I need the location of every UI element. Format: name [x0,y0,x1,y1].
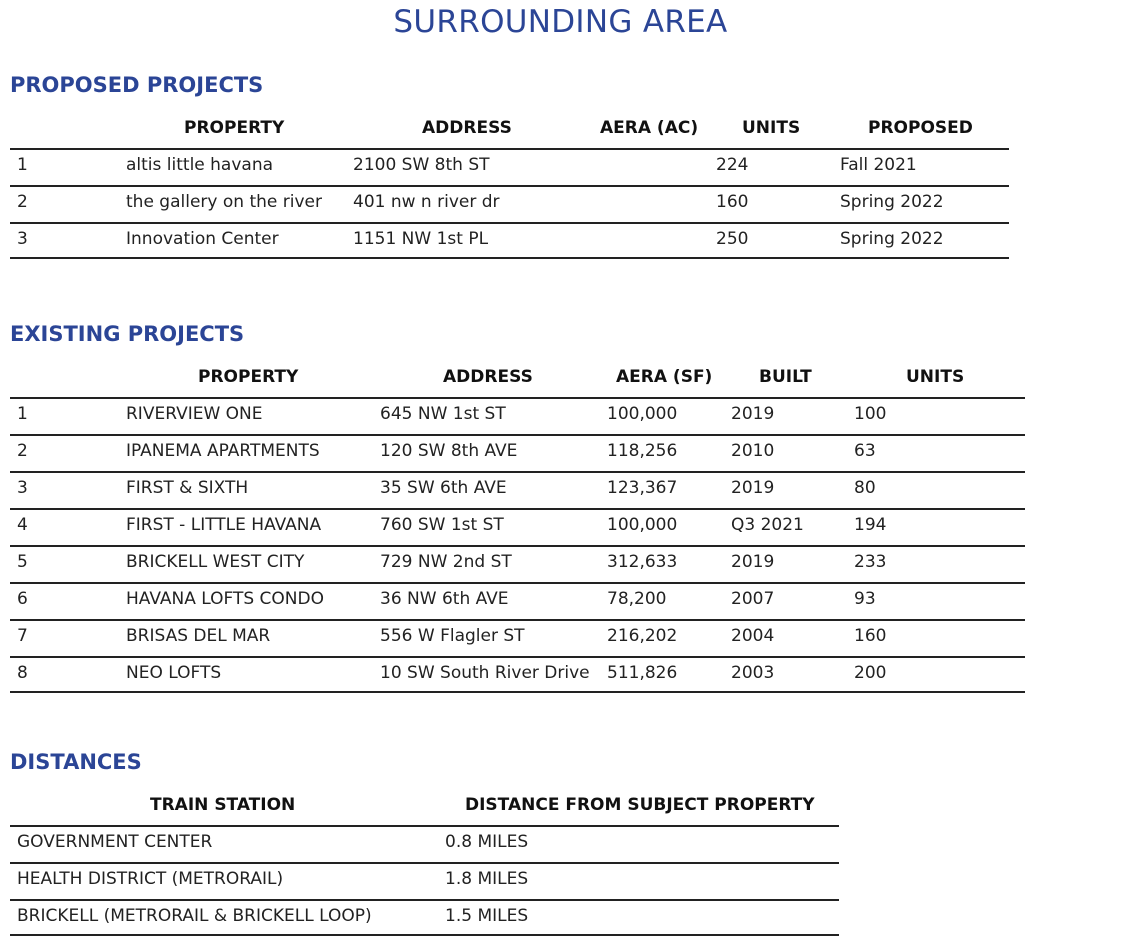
property-area: 100,000 [607,515,678,535]
property-built: 2004 [731,626,775,646]
row-number: 6 [17,589,28,609]
property-proposed-date: Spring 2022 [840,229,944,249]
existing-projects-heading: EXISTING PROJECTS [10,322,245,346]
row-number: 2 [17,192,28,212]
property-built: Q3 2021 [731,515,804,535]
property-address: 36 NW 6th AVE [380,589,509,609]
row-number: 7 [17,626,28,646]
table-row [10,545,1025,582]
table-row [10,899,839,936]
row-number: 5 [17,552,28,572]
property-built: 2007 [731,589,775,609]
property-address: 556 W Flagler ST [380,626,525,646]
property-address: 2100 SW 8th ST [353,155,490,175]
table-row [10,471,1025,508]
property-units: 100 [854,404,887,424]
property-area: 100,000 [607,404,678,424]
table-row [10,222,1009,259]
existing-projects-table [10,361,1025,693]
property-units: 80 [854,478,876,498]
row-number: 4 [17,515,28,535]
table-row [10,508,1025,545]
property-address: 10 SW South River Drive [380,663,590,683]
distances-header-station: TRAIN STATION [150,795,296,815]
property-name: BRISAS DEL MAR [126,626,271,646]
property-area: 216,202 [607,626,678,646]
table-row [10,434,1025,471]
table-row [10,825,839,862]
property-built: 2003 [731,663,775,683]
property-address: 1151 NW 1st PL [353,229,489,249]
property-area: 511,826 [607,663,678,683]
proposed-header-property: PROPERTY [184,118,285,138]
existing-header-area: AERA (SF) [616,367,713,387]
property-area: 78,200 [607,589,667,609]
property-name: FIRST & SIXTH [126,478,249,498]
row-number: 3 [17,229,28,249]
table-row [10,619,1025,656]
property-area: 123,367 [607,478,678,498]
property-units: 63 [854,441,876,461]
property-address: 401 nw n river dr [353,192,500,212]
proposed-projects-heading: PROPOSED PROJECTS [10,73,264,97]
property-address: 729 NW 2nd ST [380,552,512,572]
station-name: BRICKELL (METRORAIL & BRICKELL LOOP) [17,906,372,926]
property-name: FIRST - LITTLE HAVANA [126,515,322,535]
property-address: 120 SW 8th AVE [380,441,518,461]
station-distance: 1.5 MILES [445,906,529,926]
property-address: 760 SW 1st ST [380,515,504,535]
station-name: GOVERNMENT CENTER [17,832,213,852]
property-name: BRICKELL WEST CITY [126,552,305,572]
table-row [10,397,1025,434]
property-name: IPANEMA APARTMENTS [126,441,320,461]
table-row [10,148,1009,185]
distances-header-distance: DISTANCE FROM SUBJECT PROPERTY [465,795,815,815]
property-address: 645 NW 1st ST [380,404,506,424]
proposed-header-address: ADDRESS [422,118,512,138]
property-units: 160 [854,626,887,646]
property-built: 2019 [731,478,775,498]
distances-table [10,789,839,936]
distances-header-row [10,789,839,825]
row-number: 3 [17,478,28,498]
property-name: altis little havana [126,155,274,175]
existing-header-built: BUILT [759,367,812,387]
property-address: 35 SW 6th AVE [380,478,507,498]
property-units: 93 [854,589,876,609]
property-proposed-date: Spring 2022 [840,192,944,212]
table-row [10,862,839,899]
proposed-header-row [10,112,1009,148]
proposed-header-area: AERA (AC) [600,118,699,138]
property-area: 312,633 [607,552,678,572]
distances-heading: DISTANCES [10,750,142,774]
property-name: NEO LOFTS [126,663,222,683]
property-name: Innovation Center [126,229,279,249]
station-distance: 1.8 MILES [445,869,529,889]
property-built: 2019 [731,404,775,424]
property-built: 2010 [731,441,775,461]
property-area: 118,256 [607,441,678,461]
property-units: 200 [854,663,887,683]
table-row [10,656,1025,693]
table-row [10,582,1025,619]
property-name: RIVERVIEW ONE [126,404,263,424]
row-number: 2 [17,441,28,461]
property-units: 194 [854,515,887,535]
property-units: 224 [716,155,749,175]
property-units: 250 [716,229,749,249]
existing-header-row [10,361,1025,397]
page-title: SURROUNDING AREA [393,4,728,40]
row-number: 8 [17,663,28,683]
property-name: the gallery on the river [126,192,322,212]
property-built: 2019 [731,552,775,572]
property-proposed-date: Fall 2021 [840,155,917,175]
station-name: HEALTH DISTRICT (METRORAIL) [17,869,284,889]
proposed-header-units: UNITS [742,118,801,138]
existing-header-property: PROPERTY [198,367,299,387]
row-number: 1 [17,155,28,175]
proposed-header-proposed: PROPOSED [868,118,973,138]
table-row [10,185,1009,222]
property-name: HAVANA LOFTS CONDO [126,589,324,609]
existing-header-units: UNITS [906,367,965,387]
existing-header-address: ADDRESS [443,367,533,387]
row-number: 1 [17,404,28,424]
station-distance: 0.8 MILES [445,832,529,852]
property-units: 160 [716,192,749,212]
property-units: 233 [854,552,887,572]
proposed-projects-table [10,112,1009,259]
